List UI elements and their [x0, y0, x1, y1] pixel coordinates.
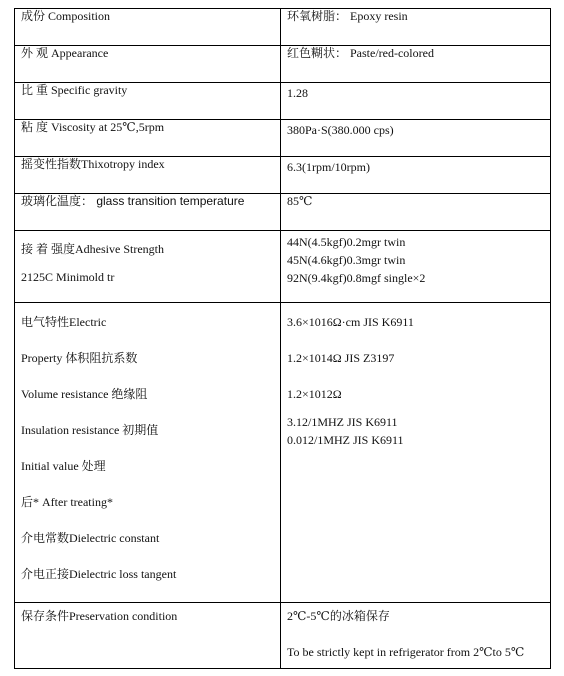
table-row [15, 603, 551, 669]
table-row [15, 231, 551, 303]
table-row [15, 9, 551, 46]
property-cell [15, 303, 281, 603]
value-text: 3.6×1016Ω·cm JIS K6911 [287, 315, 414, 329]
value-text: 0.012/1MHZ JIS K6911 [287, 433, 404, 447]
table-row [15, 120, 551, 157]
value-cell [281, 157, 551, 194]
table-row [15, 194, 551, 231]
property-label: 2125C Minimold tr [21, 270, 115, 284]
value-text: 380Pa·S(380.000 cps) [287, 123, 394, 137]
value-text: 1.28 [287, 86, 308, 100]
value-text: 1.2×1012Ω [287, 387, 342, 401]
property-label: 玻璃化温度： glass transition temperature [21, 194, 245, 208]
spec-table [14, 8, 551, 669]
property-label: 电气特性Electric [21, 315, 107, 329]
value-cell [281, 120, 551, 157]
property-cell [15, 9, 281, 46]
value-cell [281, 603, 551, 669]
value-text: To be strictly kept in refrigerator from 2℃to 5℃ [287, 645, 525, 659]
value-text: 85℃ [287, 194, 313, 208]
value-text: 45N(4.6kgf)0.3mgr twin [287, 253, 406, 267]
value-text: 红色糊状： Paste/red-colored [287, 46, 434, 60]
property-label: 介电正接Dielectric loss tangent [21, 567, 177, 581]
property-label: 外 观 Appearance [21, 46, 109, 60]
value-text: 6.3(1rpm/10rpm) [287, 160, 370, 174]
value-text: 1.2×1014Ω JIS Z3197 [287, 351, 395, 365]
property-label: 比 重 Specific gravity [21, 83, 128, 97]
property-label: Volume resistance 绝缘阻 [21, 387, 148, 401]
table-row [15, 157, 551, 194]
property-label: Property 体积阻抗系数 [21, 351, 138, 365]
table-row [15, 46, 551, 83]
property-label: Initial value 处理 [21, 459, 106, 473]
value-cell [281, 231, 551, 303]
value-text: 92N(9.4kgf)0.8mgf single×2 [287, 271, 426, 285]
value-text: 44N(4.5kgf)0.2mgr twin [287, 235, 406, 249]
property-cell [15, 603, 281, 669]
property-cell [15, 83, 281, 120]
property-label: 介电常数Dielectric constant [21, 531, 160, 545]
property-label: Insulation resistance 初期值 [21, 423, 159, 437]
value-text: 3.12/1MHZ JIS K6911 [287, 415, 398, 429]
property-cell [15, 120, 281, 157]
value-cell [281, 194, 551, 231]
property-label: 粘 度 Viscosity at 25℃,5rpm [21, 120, 165, 134]
property-label: 接 着 强度Adhesive Strength [21, 242, 164, 256]
property-cell [15, 46, 281, 83]
table-row [15, 303, 551, 603]
value-cell [281, 9, 551, 46]
value-cell [281, 46, 551, 83]
property-label: 成份 Composition [21, 9, 111, 23]
value-cell [281, 83, 551, 120]
table-row [15, 83, 551, 120]
value-text: 环氧树脂： Epoxy resin [287, 9, 408, 23]
value-cell [281, 303, 551, 603]
property-cell [15, 157, 281, 194]
property-cell [15, 194, 281, 231]
property-label: 保存条件Preservation condition [21, 609, 178, 623]
property-cell [15, 231, 281, 303]
property-label: 后* After treating* [21, 495, 113, 509]
property-label: 摇变性指数Thixotropy index [21, 157, 165, 171]
value-text: 2℃-5℃的冰箱保存 [287, 609, 390, 623]
